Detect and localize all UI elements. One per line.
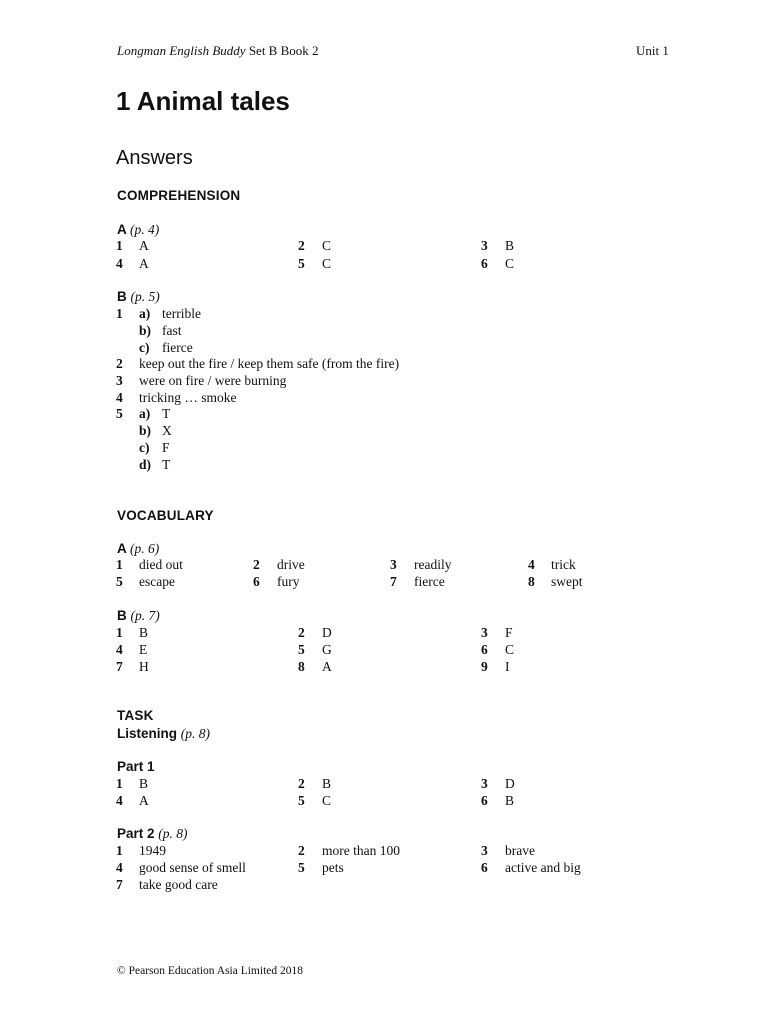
answer-value: B	[505, 238, 515, 253]
part2-heading	[117, 826, 188, 842]
answer-row	[0, 390, 768, 406]
answer-value: I	[505, 659, 510, 674]
answer-value: brave	[505, 843, 535, 858]
answer-number: 1	[116, 557, 123, 572]
comprehension-b-heading	[117, 289, 160, 305]
answer-row	[0, 440, 768, 456]
answer-number: 7	[116, 877, 123, 892]
answer-number: 3	[390, 557, 397, 572]
answer-value: H	[139, 659, 149, 674]
answer-value: A	[322, 659, 332, 674]
sub-label: c)	[139, 340, 150, 355]
answer-value: terrible	[162, 306, 201, 321]
answer-number: 1	[116, 306, 123, 321]
answer-row	[0, 306, 768, 322]
answer-value: T	[162, 457, 171, 472]
answer-row	[0, 793, 768, 809]
answer-number: 4	[116, 860, 123, 875]
answer-value: good sense of smell	[139, 860, 246, 875]
answer-number: 3	[116, 373, 123, 388]
book-title: Longman English Buddy	[117, 43, 246, 58]
comprehension-heading: COMPREHENSION	[117, 188, 241, 203]
answer-value: take good care	[139, 877, 218, 892]
answer-number: 3	[481, 843, 488, 858]
answer-number: 4	[116, 390, 123, 405]
answer-value: B	[322, 776, 332, 791]
answer-value: D	[505, 776, 515, 791]
answer-value: more than 100	[322, 843, 400, 858]
answer-row	[0, 625, 768, 641]
answer-row	[0, 423, 768, 439]
sub-label: b)	[139, 423, 152, 438]
comprehension-a-heading	[117, 222, 159, 238]
answer-number: 6	[481, 642, 488, 657]
listening-heading	[117, 726, 210, 742]
page-ref: (p. 7)	[130, 608, 160, 623]
answer-number: 5	[116, 406, 123, 421]
answer-row	[0, 860, 768, 876]
section-label: B	[117, 289, 127, 304]
answer-number: 4	[116, 793, 123, 808]
answer-value: 1949	[139, 843, 166, 858]
answer-row	[0, 574, 768, 590]
answer-value: C	[505, 256, 515, 271]
answer-row	[0, 238, 768, 254]
answer-number: 5	[298, 860, 305, 875]
answer-number: 8	[298, 659, 305, 674]
answer-number: 1	[116, 843, 123, 858]
answer-value: B	[139, 776, 149, 791]
answer-value: were on fire / were burning	[139, 373, 287, 388]
answer-number: 3	[481, 625, 488, 640]
answer-row	[0, 256, 768, 272]
page-title: 1 Animal tales	[116, 86, 290, 116]
answer-value: A	[139, 238, 149, 253]
answer-value: B	[139, 625, 149, 640]
answer-value: F	[505, 625, 513, 640]
answer-row	[0, 877, 768, 893]
answer-value: G	[322, 642, 332, 657]
vocabulary-a-heading	[117, 541, 159, 557]
answer-row	[0, 457, 768, 473]
answer-number: 4	[116, 642, 123, 657]
answer-row	[0, 356, 768, 372]
answer-number: 2	[298, 625, 305, 640]
answer-number: 2	[253, 557, 260, 572]
answer-value: fury	[277, 574, 300, 589]
answer-number: 5	[298, 793, 305, 808]
book-set: Set B Book 2	[245, 43, 319, 58]
answer-value: keep out the fire / keep them safe (from the fire)	[139, 356, 400, 371]
answer-value: active and big	[505, 860, 581, 875]
answer-value: A	[139, 256, 149, 271]
answer-number: 7	[390, 574, 397, 589]
answer-value: C	[322, 238, 332, 253]
answer-number: 1	[116, 238, 123, 253]
copyright-footer: © Pearson Education Asia Limited 2018	[117, 965, 303, 977]
page-ref: (p. 8)	[180, 726, 211, 741]
part1-heading: Part 1	[117, 759, 155, 774]
section-label: A	[117, 222, 127, 237]
sub-label: a)	[139, 406, 151, 421]
answer-number: 5	[116, 574, 123, 589]
answer-number: 2	[298, 238, 305, 253]
listening-label: Listening	[117, 726, 177, 741]
answer-row	[0, 340, 768, 356]
answer-number: 4	[116, 256, 123, 271]
answer-value: C	[322, 256, 332, 271]
unit-label: Unit 1	[636, 43, 669, 58]
answer-number: 6	[481, 860, 488, 875]
answer-row	[0, 659, 768, 675]
answer-value: F	[162, 440, 170, 455]
page-ref: (p. 8)	[158, 826, 188, 841]
answer-value: D	[322, 625, 332, 640]
section-label: B	[117, 608, 127, 623]
answer-number: 1	[116, 776, 123, 791]
part2-label: Part 2	[117, 826, 155, 841]
answer-row	[0, 557, 768, 573]
answer-value: A	[139, 793, 149, 808]
answer-value: fierce	[162, 340, 193, 355]
sub-label: b)	[139, 323, 152, 338]
answer-value: drive	[277, 557, 305, 572]
answer-row	[0, 776, 768, 792]
answer-number: 7	[116, 659, 123, 674]
answer-value: E	[139, 642, 148, 657]
answer-number: 2	[298, 843, 305, 858]
page-ref: (p. 4)	[130, 222, 160, 237]
vocabulary-heading: VOCABULARY	[117, 508, 214, 523]
sub-label: d)	[139, 457, 152, 472]
page-ref: (p. 5)	[130, 289, 160, 304]
answer-row	[0, 843, 768, 859]
answers-heading: Answers	[116, 147, 193, 169]
page-ref: (p. 6)	[130, 541, 160, 556]
answer-number: 6	[253, 574, 260, 589]
answer-value: tricking … smoke	[139, 390, 237, 405]
answer-value: pets	[322, 860, 344, 875]
answer-row	[0, 373, 768, 389]
vocabulary-b-heading	[117, 608, 160, 624]
answer-number: 3	[481, 238, 488, 253]
answer-row	[0, 642, 768, 658]
answer-number: 2	[116, 356, 123, 371]
answer-value: readily	[414, 557, 452, 572]
answer-number: 2	[298, 776, 305, 791]
answer-value: escape	[139, 574, 175, 589]
answer-number: 5	[298, 642, 305, 657]
sub-label: a)	[139, 306, 151, 321]
answer-value: X	[162, 423, 172, 438]
answer-number: 1	[116, 625, 123, 640]
answer-number: 6	[481, 793, 488, 808]
answer-value: fast	[162, 323, 182, 338]
answer-value: T	[162, 406, 171, 421]
answer-number: 4	[528, 557, 535, 572]
answer-number: 8	[528, 574, 535, 589]
answer-value: swept	[551, 574, 583, 589]
running-header	[117, 43, 319, 59]
answer-row	[0, 323, 768, 339]
answer-number: 9	[481, 659, 488, 674]
answer-value: C	[322, 793, 332, 808]
answer-number: 6	[481, 256, 488, 271]
answer-number: 3	[481, 776, 488, 791]
sub-label: c)	[139, 440, 150, 455]
answer-number: 5	[298, 256, 305, 271]
answer-value: C	[505, 642, 515, 657]
answer-row	[0, 406, 768, 422]
answer-value: died out	[139, 557, 183, 572]
answer-value: B	[505, 793, 515, 808]
answer-value: trick	[551, 557, 576, 572]
answer-value: fierce	[414, 574, 445, 589]
task-heading: TASK	[117, 708, 154, 723]
section-label: A	[117, 541, 127, 556]
